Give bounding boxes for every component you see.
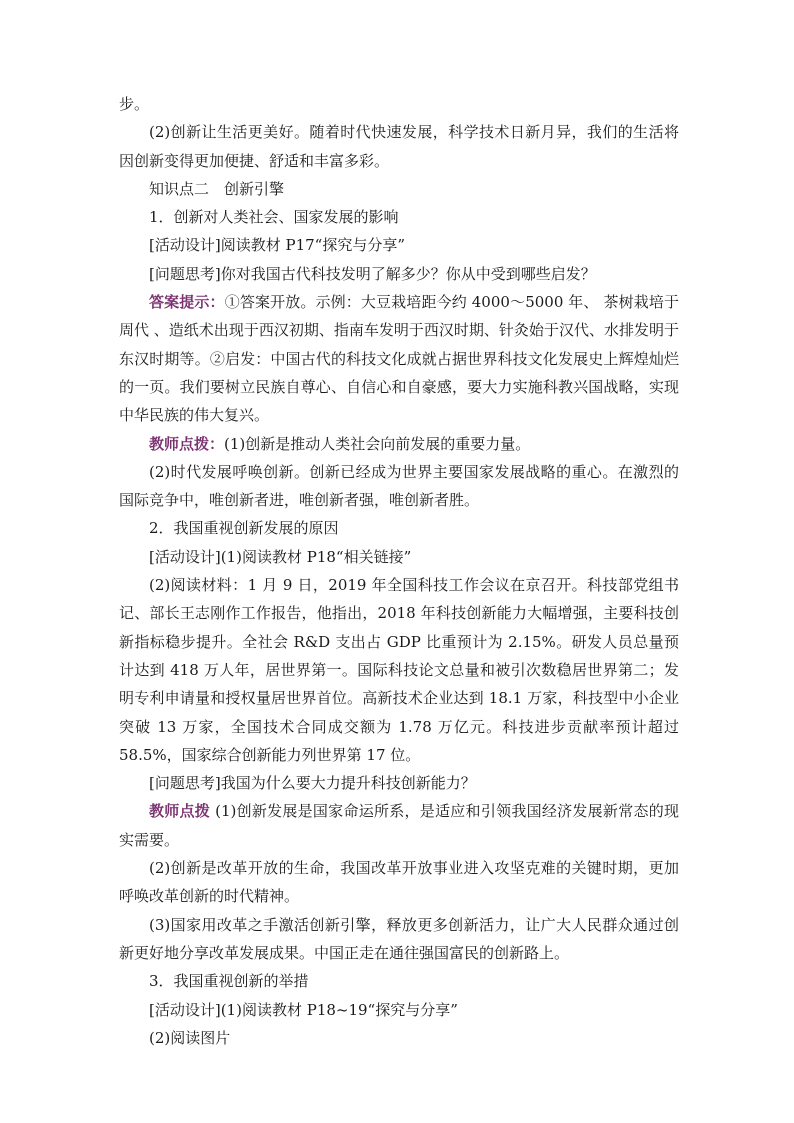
teacher-tip-label-1: 教师点拨： <box>149 434 225 453</box>
answer-hint-label: 答案提示： <box>149 293 225 312</box>
teacher-tip-paragraph-2 <box>119 797 679 854</box>
activity-design-1: [活动设计]阅读教材 P17“探究与分享” <box>149 236 405 255</box>
subheading-measures: 3．我国重视创新的举措 <box>149 972 309 991</box>
activity-design-2: [活动设计](1)阅读教材 P18“相关链接” <box>149 547 412 566</box>
section-heading-knowledge-point-2: 知识点二 创新引擎 <box>149 179 285 198</box>
activity-design-3: [活动设计](1)阅读教材 P18~19“探究与分享” <box>149 1000 458 1019</box>
document-page <box>119 90 679 1052</box>
paragraph-reform-engine: (3)国家用改革之手激活创新引擎，释放更多创新活力，让广大人民群众通过创新更好地分享改革发展成果。中国正走在通往强国富民的创新路上。 <box>119 915 679 962</box>
teacher-tip-text-1: (1)创新是推动人类社会向前发展的重要力量。 <box>224 434 531 453</box>
teacher-tip-label-2: 教师点拨 <box>149 802 211 821</box>
paragraph-era-calls-innovation: (2)时代发展呼唤创新。创新已经成为世界主要国家发展战略的重心。在激烈的国际竞争中，唯创新者进，唯创新者强，唯创新者胜。 <box>119 462 679 510</box>
subheading-influence: 1．创新对人类社会、国家发展的影响 <box>149 208 399 227</box>
answer-hint-text: ①答案开放。示例：大豆栽培距今约 4000～5000 年、 茶树栽培于周代 、造纸术出现于西汉初期、指南车发明于西汉时期、针灸始于汉代、水排发明于东汉时期等。②启发：中国古代的科技文化成就占据世界科技文化发展史上辉煌灿烂的一页。我们要树立民族自尊心、自信心和自豪感，要大力实施科教兴国战略，实现中华民族的伟大复兴。 <box>119 293 679 425</box>
teacher-tip-text-2: (1)创新发展是国家命运所系，是适应和引领我国经济发展新常态的现实需要。 <box>119 802 679 849</box>
subheading-reasons: 2．我国重视创新发展的原因 <box>149 519 339 538</box>
read-pictures: (2)阅读图片 <box>149 1028 231 1047</box>
paragraph-reform-life: (2)创新是改革开放的生命，我国改革开放事业进入攻坚克难的关键时期，更加呼唤改革创新的时代精神。 <box>119 859 679 906</box>
question-thinking-1: [问题思考]你对我国古代科技发明了解多少？你从中受到哪些启发？ <box>149 264 596 283</box>
reading-material: (2)阅读材料：1 月 9 日，2019 年全国科技工作会议在京召开。科技部党组书记、部长王志刚作工作报告，他指出，2018 年科技创新能力大幅增强，主要科技创新指标稳步提升。全社会 R&D 支出占 GDP 比重预计为 2.15%。研发人员总量预计达到 418 万人年，居世界第一。国际科技论文总量和被引次数稳居世界第二；发明专利申请量和授权量居世界首位。高新技术企业达到 18.1 万家，科技型中小企业突破 13 万家，全国技术合同成交额为 1.78 万亿元。科技进步贡献率预计超过 58.5%，国家综合创新能力列世界第 17 位。 <box>119 576 679 764</box>
question-thinking-2: [问题思考]我国为什么要大力提升科技创新能力？ <box>149 774 476 793</box>
paragraph-life-better: (2)创新让生活更美好。随着时代快速发展，科学技术日新月异，我们的生活将因创新变得更加便捷、舒适和丰富多彩。 <box>119 123 679 170</box>
answer-hint-paragraph <box>119 288 679 429</box>
paragraph-continuation: 步。 <box>119 95 150 113</box>
teacher-tip-paragraph-1 <box>119 430 679 458</box>
